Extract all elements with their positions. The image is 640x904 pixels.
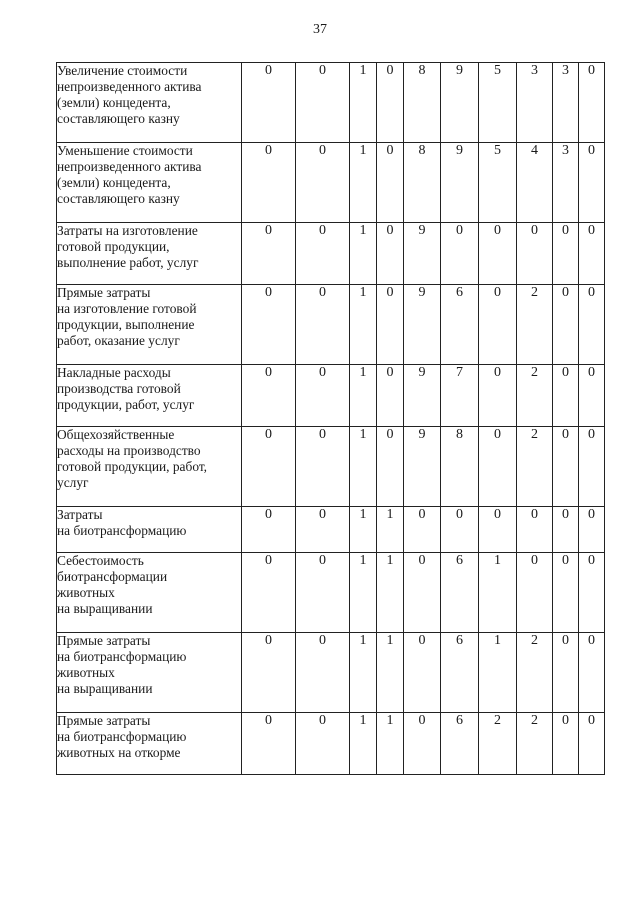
row-label: Себестоимость биотрансформации животных на выращивании	[57, 553, 242, 633]
code-digit: 2	[517, 427, 553, 507]
code-digit: 5	[479, 143, 517, 223]
code-digit: 1	[377, 553, 404, 633]
code-digit: 0	[296, 285, 350, 365]
code-digit: 1	[377, 633, 404, 713]
row-label: Уменьшение стоимости непроизведенного актива (земли) концедента, составляющего казну	[57, 143, 242, 223]
code-digit: 9	[441, 143, 479, 223]
code-digit: 0	[242, 143, 296, 223]
code-digit: 0	[242, 633, 296, 713]
table-row	[57, 427, 605, 507]
code-digit: 0	[404, 553, 441, 633]
code-digit: 9	[404, 285, 441, 365]
code-digit: 0	[579, 285, 605, 365]
table-row	[57, 713, 605, 775]
code-digit: 6	[441, 285, 479, 365]
code-digit: 3	[553, 63, 579, 143]
code-digit: 2	[479, 713, 517, 775]
code-digit: 0	[579, 507, 605, 553]
code-digit: 1	[479, 553, 517, 633]
row-label: Прямые затраты на биотрансформацию животных на откорме	[57, 713, 242, 775]
code-digit: 1	[350, 285, 377, 365]
code-digit: 0	[242, 553, 296, 633]
code-digit: 1	[377, 713, 404, 775]
table-row	[57, 143, 605, 223]
code-digit: 1	[350, 427, 377, 507]
code-digit: 0	[553, 633, 579, 713]
code-digit: 0	[296, 713, 350, 775]
code-digit: 0	[404, 633, 441, 713]
code-digit: 0	[296, 553, 350, 633]
table-row	[57, 63, 605, 143]
code-digit: 6	[441, 553, 479, 633]
code-digit: 0	[441, 223, 479, 285]
code-digit: 0	[377, 285, 404, 365]
code-digit: 0	[579, 553, 605, 633]
code-digit: 2	[517, 633, 553, 713]
code-digit: 0	[579, 365, 605, 427]
code-digit: 0	[579, 713, 605, 775]
code-digit: 0	[242, 285, 296, 365]
table-row	[57, 507, 605, 553]
row-label: Затраты на биотрансформацию	[57, 507, 242, 553]
code-digit: 0	[296, 633, 350, 713]
code-digit: 0	[517, 223, 553, 285]
code-digit: 0	[579, 63, 605, 143]
code-digit: 0	[553, 507, 579, 553]
code-digit: 0	[579, 223, 605, 285]
code-digit: 7	[441, 365, 479, 427]
code-digit: 0	[404, 507, 441, 553]
table-row	[57, 223, 605, 285]
code-digit: 0	[479, 285, 517, 365]
code-digit: 0	[296, 143, 350, 223]
code-digit: 0	[296, 63, 350, 143]
code-digit: 0	[404, 713, 441, 775]
code-digit: 1	[479, 633, 517, 713]
table-row	[57, 553, 605, 633]
code-digit: 1	[350, 143, 377, 223]
account-codes-table	[56, 62, 605, 775]
code-digit: 0	[377, 427, 404, 507]
code-digit: 1	[350, 63, 377, 143]
code-digit: 0	[553, 223, 579, 285]
code-digit: 9	[404, 365, 441, 427]
code-digit: 1	[350, 553, 377, 633]
code-digit: 2	[517, 285, 553, 365]
code-digit: 0	[242, 63, 296, 143]
code-digit: 0	[377, 223, 404, 285]
code-digit: 8	[404, 63, 441, 143]
code-digit: 0	[296, 427, 350, 507]
code-digit: 0	[579, 633, 605, 713]
code-digit: 8	[404, 143, 441, 223]
code-digit: 1	[350, 633, 377, 713]
code-digit: 0	[479, 223, 517, 285]
code-digit: 0	[517, 553, 553, 633]
code-digit: 0	[296, 365, 350, 427]
code-digit: 1	[350, 507, 377, 553]
code-digit: 0	[553, 553, 579, 633]
code-digit: 0	[242, 427, 296, 507]
code-digit: 0	[553, 365, 579, 427]
code-digit: 0	[441, 507, 479, 553]
row-label: Увеличение стоимости непроизведенного актива (земли) концедента, составляющего казну	[57, 63, 242, 143]
code-digit: 3	[517, 63, 553, 143]
code-digit: 0	[517, 507, 553, 553]
code-digit: 0	[479, 427, 517, 507]
code-digit: 0	[553, 713, 579, 775]
code-digit: 5	[479, 63, 517, 143]
code-digit: 6	[441, 713, 479, 775]
code-digit: 9	[404, 223, 441, 285]
code-digit: 0	[377, 365, 404, 427]
code-digit: 1	[377, 507, 404, 553]
code-digit: 8	[441, 427, 479, 507]
code-digit: 4	[517, 143, 553, 223]
page-number: 37	[313, 22, 327, 37]
row-label: Прямые затраты на изготовление готовой продукции, выполнение работ, оказание услуг	[57, 285, 242, 365]
row-label: Прямые затраты на биотрансформацию животных на выращивании	[57, 633, 242, 713]
code-digit: 0	[579, 143, 605, 223]
code-digit: 3	[553, 143, 579, 223]
row-label: Общехозяйственные расходы на производство готовой продукции, работ, услуг	[57, 427, 242, 507]
code-digit: 0	[579, 427, 605, 507]
code-digit: 0	[296, 507, 350, 553]
code-digit: 0	[479, 507, 517, 553]
row-label: Накладные расходы производства готовой продукции, работ, услуг	[57, 365, 242, 427]
code-digit: 0	[242, 365, 296, 427]
code-digit: 0	[242, 507, 296, 553]
table-row	[57, 365, 605, 427]
code-digit: 0	[553, 285, 579, 365]
table-row	[57, 285, 605, 365]
code-digit: 0	[553, 427, 579, 507]
row-label: Затраты на изготовление готовой продукции, выполнение работ, услуг	[57, 223, 242, 285]
code-digit: 2	[517, 713, 553, 775]
code-digit: 2	[517, 365, 553, 427]
code-digit: 6	[441, 633, 479, 713]
code-digit: 0	[377, 63, 404, 143]
code-digit: 1	[350, 223, 377, 285]
code-digit: 9	[441, 63, 479, 143]
code-digit: 1	[350, 365, 377, 427]
code-digit: 0	[296, 223, 350, 285]
code-digit: 0	[479, 365, 517, 427]
code-digit: 1	[350, 713, 377, 775]
code-digit: 0	[242, 713, 296, 775]
code-digit: 9	[404, 427, 441, 507]
code-digit: 0	[377, 143, 404, 223]
table-row	[57, 633, 605, 713]
code-digit: 0	[242, 223, 296, 285]
